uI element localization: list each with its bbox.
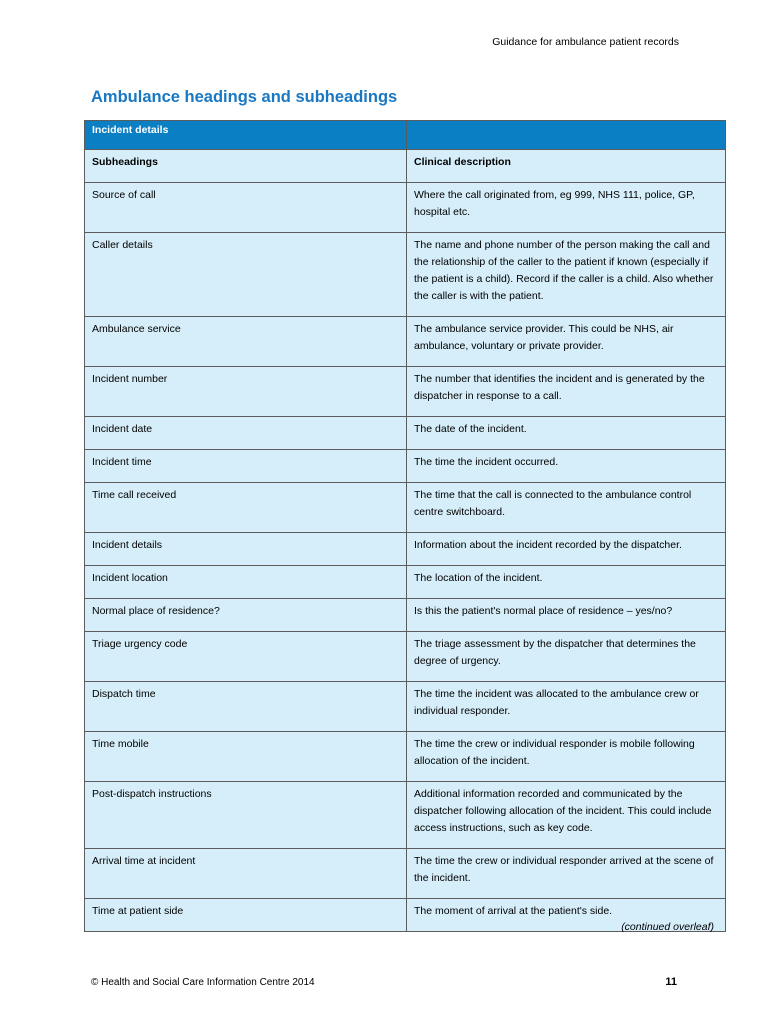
table-title: Incident details bbox=[85, 121, 407, 150]
clinical-description-cell: The triage assessment by the dispatcher that determines the degree of urgency. bbox=[407, 632, 726, 682]
subheading-cell: Incident details bbox=[85, 533, 407, 566]
subheading-cell: Caller details bbox=[85, 233, 407, 317]
table-row bbox=[85, 566, 726, 599]
table-row bbox=[85, 367, 726, 417]
table-row bbox=[85, 483, 726, 533]
subheading-cell: Time mobile bbox=[85, 732, 407, 782]
subheading-cell: Post-dispatch instructions bbox=[85, 782, 407, 849]
subheading-cell: Ambulance service bbox=[85, 317, 407, 367]
clinical-description-cell: The date of the incident. bbox=[407, 417, 726, 450]
subheading-cell: Incident time bbox=[85, 450, 407, 483]
table-row bbox=[85, 682, 726, 732]
table-title-empty-cell bbox=[407, 121, 726, 150]
subheading-cell: Time at patient side bbox=[85, 899, 407, 932]
clinical-description-cell: Where the call originated from, eg 999, NHS 111, police, GP, hospital etc. bbox=[407, 183, 726, 233]
clinical-description-cell: The time the incident occurred. bbox=[407, 450, 726, 483]
footer-copyright: © Health and Social Care Information Centre 2014 bbox=[91, 977, 315, 988]
clinical-description-cell: Is this the patient's normal place of residence – yes/no? bbox=[407, 599, 726, 632]
subheading-cell: Source of call bbox=[85, 183, 407, 233]
subheading-cell: Incident number bbox=[85, 367, 407, 417]
subheading-cell: Incident date bbox=[85, 417, 407, 450]
clinical-description-cell: Information about the incident recorded by the dispatcher. bbox=[407, 533, 726, 566]
table-row bbox=[85, 450, 726, 483]
table-row bbox=[85, 782, 726, 849]
incident-details-table bbox=[84, 120, 726, 932]
table-row bbox=[85, 533, 726, 566]
clinical-description-cell: The time that the call is connected to the ambulance control centre switchboard. bbox=[407, 483, 726, 533]
subheading-cell: Triage urgency code bbox=[85, 632, 407, 682]
clinical-description-cell: The number that identifies the incident and is generated by the dispatcher in response to a call. bbox=[407, 367, 726, 417]
table-header-row bbox=[85, 150, 726, 183]
clinical-description-cell: The moment of arrival at the patient's side. bbox=[407, 899, 726, 932]
table-title-row bbox=[85, 121, 726, 150]
subheading-cell: Normal place of residence? bbox=[85, 599, 407, 632]
clinical-description-cell: Additional information recorded and communicated by the dispatcher following allocation of the incident. This could include access instructions, such as key code. bbox=[407, 782, 726, 849]
subheading-cell: Arrival time at incident bbox=[85, 849, 407, 899]
table-row bbox=[85, 233, 726, 317]
table-row bbox=[85, 599, 726, 632]
clinical-description-cell: The time the crew or individual responder arrived at the scene of the incident. bbox=[407, 849, 726, 899]
table-row bbox=[85, 183, 726, 233]
table-row bbox=[85, 317, 726, 367]
column-header-clinical-description: Clinical description bbox=[407, 150, 726, 183]
table-row bbox=[85, 849, 726, 899]
page-number: 11 bbox=[665, 976, 677, 988]
clinical-description-cell: The ambulance service provider. This could be NHS, air ambulance, voluntary or private provider. bbox=[407, 317, 726, 367]
table-row bbox=[85, 732, 726, 782]
section-heading: Ambulance headings and subheadings bbox=[91, 88, 398, 106]
table-row bbox=[85, 632, 726, 682]
clinical-description-cell: The time the incident was allocated to the ambulance crew or individual responder. bbox=[407, 682, 726, 732]
clinical-description-cell: The time the crew or individual responder is mobile following allocation of the incident. bbox=[407, 732, 726, 782]
subheading-cell: Time call received bbox=[85, 483, 407, 533]
column-header-subheadings: Subheadings bbox=[85, 150, 407, 183]
clinical-description-cell: The location of the incident. bbox=[407, 566, 726, 599]
table-body bbox=[85, 183, 726, 932]
running-header: Guidance for ambulance patient records bbox=[492, 36, 679, 48]
continued-note: (continued overleaf) bbox=[621, 921, 714, 933]
table-row bbox=[85, 417, 726, 450]
subheading-cell: Dispatch time bbox=[85, 682, 407, 732]
clinical-description-cell: The name and phone number of the person making the call and the relationship of the caller to the patient if known (especially if the patient is a child). Record if the caller is a child. Also whether the caller is with the patient. bbox=[407, 233, 726, 317]
subheading-cell: Incident location bbox=[85, 566, 407, 599]
